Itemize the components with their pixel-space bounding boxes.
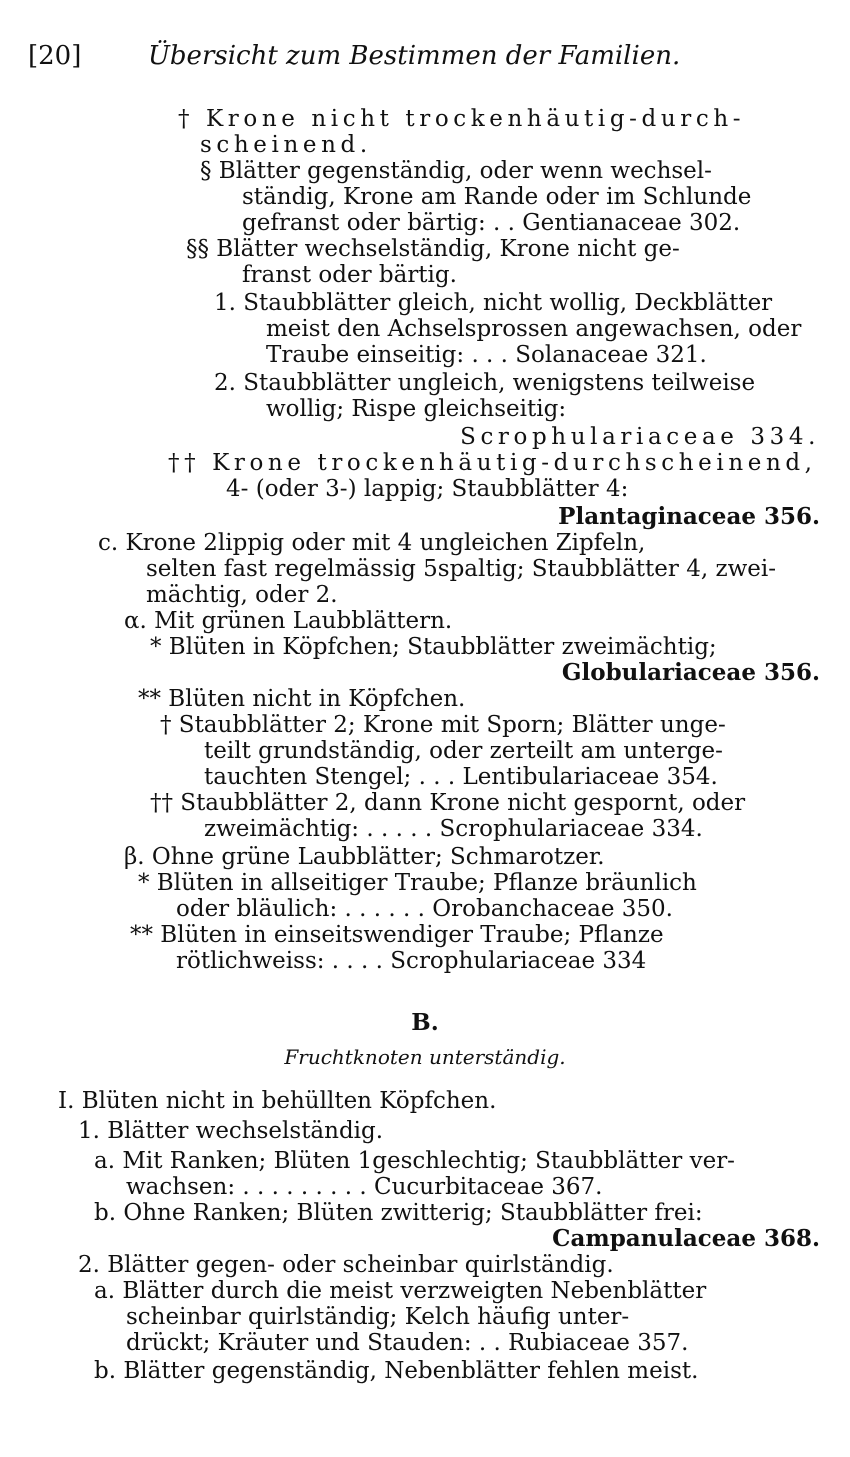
key-line: 4- (oder 3-) lappig; Staubblätter 4: [226, 476, 629, 502]
key-line: wachsen: . . . . . . . . . Cucurbitaceae 367. [126, 1174, 603, 1200]
key-line: † Krone nicht trockenhäutig-durch- [178, 106, 746, 132]
key-line: tauchten Stengel; . . . Lentibulariaceae 354. [204, 764, 718, 790]
key-line: * Blüten in allseitiger Traube; Pflanze bräunlich [138, 870, 697, 896]
key-line: Traube einseitig: . . . Solanaceae 321. [266, 342, 707, 368]
key-line: zweimächtig: . . . . . Scrophulariaceae 334. [204, 816, 703, 842]
key-line: 2. Blätter gegen- oder scheinbar quirlständig. [78, 1252, 614, 1278]
key-line: franst oder bärtig. [242, 262, 457, 288]
key-line: rötlichweiss: . . . . Scrophulariaceae 334 [176, 948, 647, 974]
section-subheading: Fruchtknoten unterständig. [284, 1045, 566, 1069]
key-line: β. Ohne grüne Laubblätter; Schmarotzer. [124, 844, 605, 870]
page-title: Übersicht zum Bestimmen der Familien. [148, 41, 681, 71]
key-line: selten fast regelmässig 5spaltig; Staubblätter 4, zwei- [146, 556, 776, 582]
page-number: [20] [28, 41, 82, 71]
key-line: Scrophulariaceae 334. [460, 424, 820, 450]
section-heading: B. [411, 1009, 439, 1036]
key-line: †† Krone trockenhäutig-durchscheinend, [168, 450, 817, 476]
key-line: wollig; Rispe gleichseitig: [266, 396, 567, 422]
key-line: drückt; Kräuter und Stauden: . . Rubiaceae 357. [126, 1330, 689, 1356]
key-line: oder bläulich: . . . . . . Orobanchaceae 350. [176, 896, 673, 922]
key-line: † Staubblätter 2; Krone mit Sporn; Blätter unge- [160, 712, 726, 738]
key-line: scheinend. [200, 132, 372, 158]
key-line: ** Blüten in einseitswendiger Traube; Pflanze [130, 922, 664, 948]
key-line: scheinbar quirlständig; Kelch häufig unter- [126, 1304, 630, 1330]
key-line: §§ Blätter wechselständig, Krone nicht ge- [186, 236, 680, 262]
key-line: a. Mit Ranken; Blüten 1geschlechtig; Staubblätter ver- [94, 1148, 735, 1174]
key-line: †† Staubblätter 2, dann Krone nicht gespornt, oder [150, 790, 746, 816]
key-line: * Blüten in Köpfchen; Staubblätter zweimächtig; [150, 634, 717, 660]
key-line: 1. Blätter wechselständig. [78, 1118, 384, 1144]
key-line: Plantaginaceae 356. [558, 503, 820, 530]
key-line: Campanulaceae 368. [552, 1225, 820, 1252]
key-line: α. Mit grünen Laubblättern. [124, 608, 453, 634]
key-line: b. Blätter gegenständig, Nebenblätter fehlen meist. [94, 1358, 699, 1384]
key-line: § Blätter gegenständig, oder wenn wechsel- [200, 158, 712, 184]
key-line: mächtig, oder 2. [146, 582, 338, 608]
key-line: Globulariaceae 356. [561, 659, 820, 686]
key-line: ständig, Krone am Rande oder im Schlunde [242, 184, 752, 210]
key-line: gefranst oder bärtig: . . Gentianaceae 302. [242, 210, 741, 236]
key-line: b. Ohne Ranken; Blüten zwitterig; Staubblätter frei: [94, 1200, 703, 1226]
key-line: teilt grundständig, oder zerteilt am unterge- [204, 738, 723, 764]
key-line: meist den Achselsprossen angewachsen, oder [266, 316, 802, 342]
key-line: 2. Staubblätter ungleich, wenigstens teilweise [214, 370, 756, 396]
key-line: 1. Staubblätter gleich, nicht wollig, Deckblätter [214, 290, 773, 316]
key-line: c. Krone 2lippig oder mit 4 ungleichen Zipfeln, [98, 530, 646, 556]
key-line: ** Blüten nicht in Köpfchen. [138, 686, 466, 712]
key-line: a. Blätter durch die meist verzweigten Nebenblätter [94, 1278, 707, 1304]
key-line: I. Blüten nicht in behüllten Köpfchen. [58, 1088, 497, 1114]
